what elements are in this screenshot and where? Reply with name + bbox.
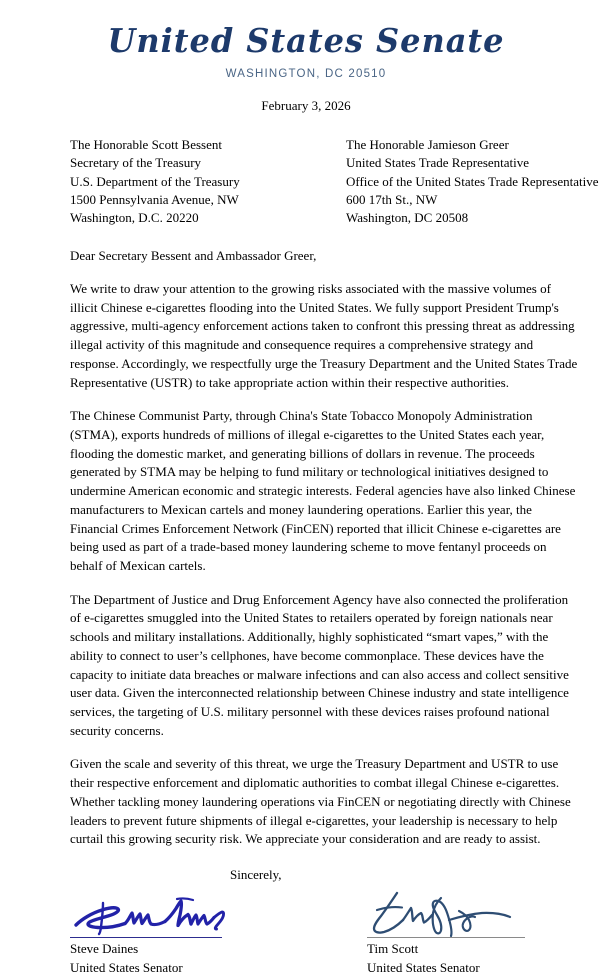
recipient-left-line-2: Secretary of the Treasury [70,155,202,171]
recipient-left-line-3: U.S. Department of the Treasury [70,173,240,189]
recipient-right-line-2: United States Trade Representative [346,155,530,171]
body-paragraph-2: The Chinese Communist Party, through China's State Tobacco Monopoly Administration (STMA), exports hundreds of millions of illegal e-cigarettes to the United States each year, flooding the domestic market, and generating billions of dollars in revenue. The proceeds generated by STMA may be helping to fund military or technological initiatives designed to undermine American economic and strategic interests. Federal agencies have also linked Chinese manufacturers to Mexican cartels and money laundering operations. Earlier this year, the Financial Crimes Enforcement Network (FinCEN) reported that illicit Chinese e-cigarettes are being used as part of a trade-based money laundering scheme to move fentanyl proceeds on behalf of Mexican cartels. [70,408,576,573]
recipient-left-line-5: Washington, D.C. 20220 [70,210,199,226]
recipient-right-line-1: The Honorable Jamieson Greer [346,136,509,152]
letter-date: February 3, 2026 [261,97,351,113]
closing-salutation: Sincerely, [230,867,282,883]
signature-block-daines [70,889,300,978]
body-paragraph-4: Given the scale and severity of this threat, we urge the Treasury Department and USTR to use their respective enforcement and diplomatic authorities to combat illegal Chinese e-cigarettes. Whether tackling money laundering operations via FinCEN or negotiating directly with Chinese leaders to prevent future shipments of illegal e-cigarettes, your leadership is necessary to help curtail this growing security risk. We appreciate your consideration and are ready to assist. [70,756,571,847]
signatory-name-daines: Steve Daines [70,941,139,957]
signature-scott-ink [367,889,542,937]
recipient-address-right [346,136,598,228]
signature-daines-ink [70,889,238,937]
recipient-address-left [70,136,346,228]
body-paragraph-1: We write to draw your attention to the growing risks associated with the massive volumes of illicit Chinese e-cigarettes flooding into the United States. We fully support President Trump's aggressive, multi-agency enforcement actions taken to confront this pressing threat as addressing illegal activity of this magnitude and consequence requires a comprehensive strategy and response. Accordingly, we respectfully urge the Treasury Department and the United States Trade Representative (USTR) to take appropriate action within their respective authorities. [70,280,578,390]
letter-body [0,248,612,849]
senate-letterhead-title [9,21,603,60]
signatory-title-daines: United States Senator [70,959,183,975]
signature-block-scott [367,889,597,978]
recipient-left-line-1: The Honorable Scott Bessent [70,136,222,152]
signatory-name-scott: Tim Scott [367,941,419,957]
body-paragraph-3: The Department of Justice and Drug Enforcement Agency have also connected the proliferation of e-cigarettes smuggled into the United States to retailers operated by foreign nationals near schools and military installations. Additionally, highly sophisticated “smart vapes,” with the ability to connect to user’s cellphones, have become commonplace. These devices have the capacity to initiate data breaches or malware infections and can also access and collect sensitive user data. Given the interconnected relationship between Chinese industry and state intelligence services, the targeting of U.S. military personnel with these devices raises profound national security concerns. [70,591,569,738]
salutation: Dear Secretary Bessent and Ambassador Greer, [70,247,317,263]
recipient-addresses [0,136,612,228]
signature-row [0,889,612,978]
senate-letterhead-subtitle: WASHINGTON, DC 20510 [225,67,387,80]
signatory-title-scott: United States Senator [367,959,480,975]
signature-daines-art [70,889,300,937]
recipient-left-line-4: 1500 Pennsylvania Avenue, NW [70,192,239,207]
recipient-right-line-3: Office of the United States Trade Representative [346,173,599,189]
recipient-right-line-5: Washington, DC 20508 [346,210,469,226]
letterhead [0,0,612,80]
signature-scott-rule [367,937,525,938]
senate-letterhead-title-text: United States Senate [107,21,505,60]
signature-scott-art [367,889,597,937]
signature-daines-rule [70,937,222,938]
recipient-right-line-4: 600 17th St., NW [346,192,438,207]
